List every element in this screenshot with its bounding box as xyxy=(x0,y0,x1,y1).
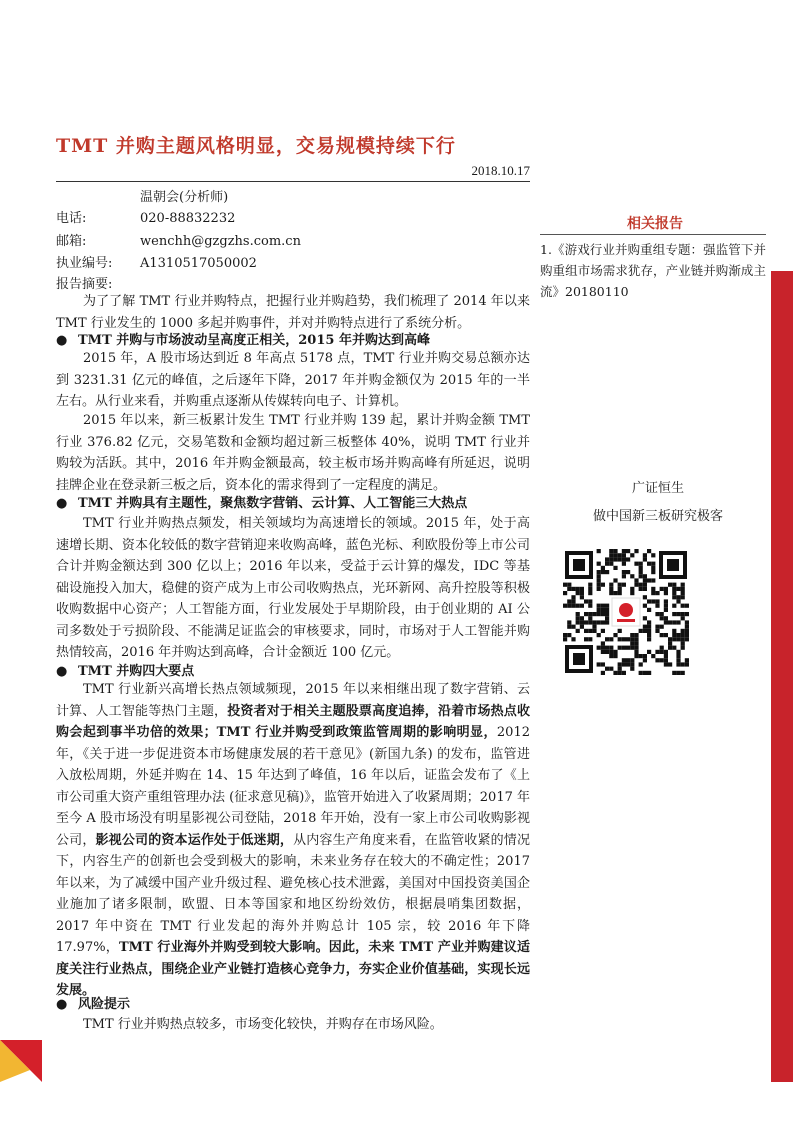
text-run: 2012 年，《关于进一步促进资本市场健康发展的若干意见》(新国九条) 的发布，监管进入放松周期，外延并购在 14、15 年达到了峰值，16 年以后，证监会发布了《上市公司重大资产重组管理办法 (征求意见稿)》，监管开始进入了收紧周期；2017 年至今 A 股市场没有明星影视公司登陆，2018 年开始，没有一家上市公司收购影视公司， xyxy=(56,725,530,848)
summary-label: 报告摘要: xyxy=(56,277,113,292)
paragraph: 2015 年，A 股市场达到近 8 年高点 5178 点，TMT 行业并购交易总额亦达到 3231.31 亿元的峰值，之后逐年下降，2017 年并购金额仅为 2015 年的一半左右。从行业来看，并购重点逐渐从传媒转向电子、计算机。 xyxy=(56,351,530,409)
paragraph xyxy=(56,679,530,1002)
sidebar-divider xyxy=(540,234,766,235)
contact-label: 电话: xyxy=(56,211,87,226)
contact-phone xyxy=(56,207,235,227)
contact-value: A1310517050002 xyxy=(140,256,257,271)
bold-run: 投资者对于相关主题股票高度追捧，沿着市场热点收购会起到事半功倍的效果；TMT 行业并购受到政策监管周期的影响明显， xyxy=(56,703,530,740)
paragraph: 2015 年以来，新三板累计发生 TMT 行业并购 139 起，累计并购金额 TMT 行业 376.82 亿元，交易笔数和金额均超过新三板整体 40%，说明 TMT 行业并购较为活跃。其中，2016 年并购金额最高，较主板市场并购高峰有所延迟，说明挂牌企业在登录新三板之后，资本化的需求得到了一定程度的满足。 xyxy=(56,413,530,493)
text-run: 从内容生产角度来看，在监管收紧的情况下，内容生产的创新也会受到极大的影响，未来业务存在较大的不确定性；2017 年以来，为了减缓中国产业升级过程、避免核心技术泄露，美国对中国投资美国企业施加了诸多限制，欧盟、日本等国家和地区纷纷效仿，根据晨哨集团数据，2017 年中资在 TMT 行业发起的海外并购总计 105 宗，较 2016 年下降 17.97%， xyxy=(56,832,530,955)
contact-email xyxy=(56,230,301,250)
bullet-icon: ● xyxy=(56,496,68,511)
contact-label: 邮箱: xyxy=(56,234,87,249)
analyst-name: 温朝会(分析师) xyxy=(140,190,229,205)
bullet-icon: ● xyxy=(56,664,68,679)
contact-license xyxy=(56,252,257,272)
heading-text: TMT 并购与市场波动呈高度正相关，2015 年并购达到高峰 xyxy=(78,333,430,348)
title-divider xyxy=(56,181,530,182)
heading-text: 风险提示 xyxy=(78,997,131,1012)
heading-text: TMT 并购具有主题性，聚焦数字营销、云计算、人工智能三大热点 xyxy=(78,496,468,511)
contact-value: 020-88832232 xyxy=(140,211,236,226)
qr-code-icon xyxy=(563,549,689,675)
related-reports-title: 相关报告 xyxy=(627,216,683,232)
section-heading xyxy=(56,493,530,514)
summary-intro: 为了了解 TMT 行业并购特点，把握行业并购趋势，我们梳理了 2014 年以来 TMT 行业发生的 1000 多起并购事件，并对并购特点进行了系统分析。 xyxy=(56,294,530,331)
bullet-icon: ● xyxy=(56,997,68,1012)
side-accent-bar xyxy=(771,271,793,1082)
report-title: TMT 并购主题风格明显，交易规模持续下行 xyxy=(56,135,456,157)
paragraph: TMT 行业并购热点频发，相关领域均为高速增长的领域。2015 年，处于高速增长期、资本化较低的数字营销迎来收购高峰，蓝色光标、利欧股份等上市公司合计并购金额达到 300 亿以上；2016 年以来，受益于云计算的爆发，IDC 等基础设施投入加大，稳健的资产成为上市公司收购热点，光环新网、高升控股等积极收购数据中心资产；人工智能方面，行业发展处于早期阶段，由于创业期的 AI 公司多数处于亏损阶段、不能满足证监会的审核要求，同时，市场对于人工智能并购热情较高，2016 年并购达到高峰，合计金额近 100 亿元。 xyxy=(56,516,530,660)
heading-text: TMT 并购四大要点 xyxy=(78,664,195,679)
corner-logo-icon xyxy=(0,1040,42,1082)
brand-name: 广证恒生 xyxy=(631,481,684,496)
text-run: TMT 行业新兴高增长热点领域频现，2015 年以来相继出现了数字营销、云计算、人工智能等热门主题， xyxy=(56,682,530,719)
related-report-link[interactable]: 1.《游戏行业并购重组专题：强监管下并购重组市场需求犹存，产业链并购渐成主流》20180110 xyxy=(540,242,766,299)
contact-value: wenchh@gzgzhs.com.cn xyxy=(140,234,301,249)
section-heading xyxy=(56,994,530,1015)
bold-run: TMT 行业海外并购受到较大影响。因此，未来 TMT 产业并购建议适度关注行业热点，围绕企业产业链打造核心竞争力，夯实企业价值基础，实现长远发展。 xyxy=(56,940,530,998)
bullet-icon: ● xyxy=(56,333,68,348)
bold-run: 影视公司的资本运作处于低迷期， xyxy=(95,832,294,848)
brand-slogan: 做中国新三板研究极客 xyxy=(592,509,723,524)
contact-label: 执业编号: xyxy=(56,256,113,271)
report-date: 2018.10.17 xyxy=(471,163,530,178)
paragraph: TMT 行业并购热点较多，市场变化较快，并购存在市场风险。 xyxy=(83,1017,443,1032)
